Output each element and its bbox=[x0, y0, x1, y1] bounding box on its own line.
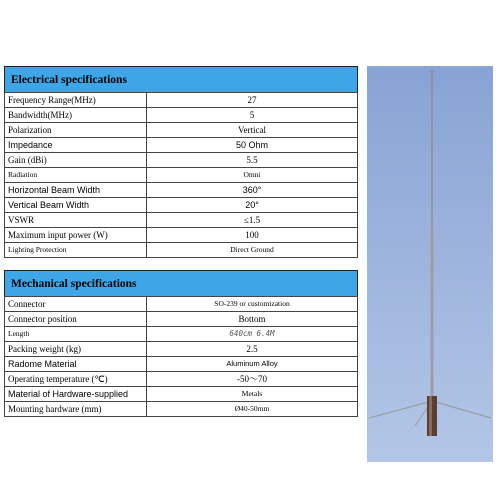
spec-value: Aluminum Alloy bbox=[147, 357, 358, 372]
spec-value: 640cm 6.4M bbox=[147, 327, 358, 342]
table-row bbox=[5, 108, 358, 123]
spec-value: ≤1.5 bbox=[147, 213, 358, 228]
table-row bbox=[5, 342, 358, 357]
table-row bbox=[5, 198, 358, 213]
spec-value: Metals bbox=[147, 387, 358, 402]
spec-label: Radome Material bbox=[5, 357, 147, 372]
spec-label: Vertical Beam Width bbox=[5, 198, 147, 213]
spec-value: SO-239 or customization bbox=[147, 297, 358, 312]
table-row bbox=[5, 183, 358, 198]
mechanical-spec-table bbox=[4, 296, 358, 417]
table-row bbox=[5, 387, 358, 402]
spec-label: Maximum input power (W) bbox=[5, 228, 147, 243]
table-row bbox=[5, 93, 358, 108]
spec-value: 50 Ohm bbox=[147, 138, 358, 153]
spec-label: Bandwidth(MHz) bbox=[5, 108, 147, 123]
spec-value: 360° bbox=[147, 183, 358, 198]
specifications-panel bbox=[4, 66, 358, 417]
table-row bbox=[5, 168, 358, 183]
spec-label: Impedance bbox=[5, 138, 147, 153]
table-row bbox=[5, 228, 358, 243]
spec-value: -50～70 bbox=[147, 372, 358, 387]
spec-label: VSWR bbox=[5, 213, 147, 228]
table-row bbox=[5, 123, 358, 138]
spec-label: Lighting Protection bbox=[5, 243, 147, 258]
table-row bbox=[5, 297, 358, 312]
spec-label: Radiation bbox=[5, 168, 147, 183]
spec-value: 5 bbox=[147, 108, 358, 123]
spec-value: 100 bbox=[147, 228, 358, 243]
spec-label: Connector position bbox=[5, 312, 147, 327]
spec-value: 2.5 bbox=[147, 342, 358, 357]
spec-value: Direct Ground bbox=[147, 243, 358, 258]
spec-value: 20° bbox=[147, 198, 358, 213]
table-row bbox=[5, 357, 358, 372]
table-row bbox=[5, 402, 358, 417]
spec-value: 5.5 bbox=[147, 153, 358, 168]
spec-value: Omni bbox=[147, 168, 358, 183]
spec-label: Gain (dBi) bbox=[5, 153, 147, 168]
mechanical-section-title: Mechanical specifications bbox=[4, 270, 358, 296]
table-row bbox=[5, 213, 358, 228]
spec-label: Mounting hardware (mm) bbox=[5, 402, 147, 417]
table-row bbox=[5, 153, 358, 168]
spec-value: Vertical bbox=[147, 123, 358, 138]
spec-label: Operating temperature (℃) bbox=[5, 372, 147, 387]
electrical-section-title: Electrical specifications bbox=[4, 66, 358, 92]
spec-label: Packing weight (kg) bbox=[5, 342, 147, 357]
table-row bbox=[5, 312, 358, 327]
spec-label: Horizontal Beam Width bbox=[5, 183, 147, 198]
table-row bbox=[5, 138, 358, 153]
spec-label: Connector bbox=[5, 297, 147, 312]
spec-label: Length bbox=[5, 327, 147, 342]
antenna-illustration bbox=[367, 66, 493, 462]
table-row bbox=[5, 243, 358, 258]
spec-label: Material of Hardware-supplied bbox=[5, 387, 147, 402]
electrical-spec-table bbox=[4, 92, 358, 258]
table-row bbox=[5, 327, 358, 342]
table-row bbox=[5, 372, 358, 387]
spec-value: 27 bbox=[147, 93, 358, 108]
spec-value: Ø40-50mm bbox=[147, 402, 358, 417]
spec-label: Polarization bbox=[5, 123, 147, 138]
spec-label: Frequency Range(MHz) bbox=[5, 93, 147, 108]
antenna-photo bbox=[367, 66, 493, 462]
spec-value: Bottom bbox=[147, 312, 358, 327]
